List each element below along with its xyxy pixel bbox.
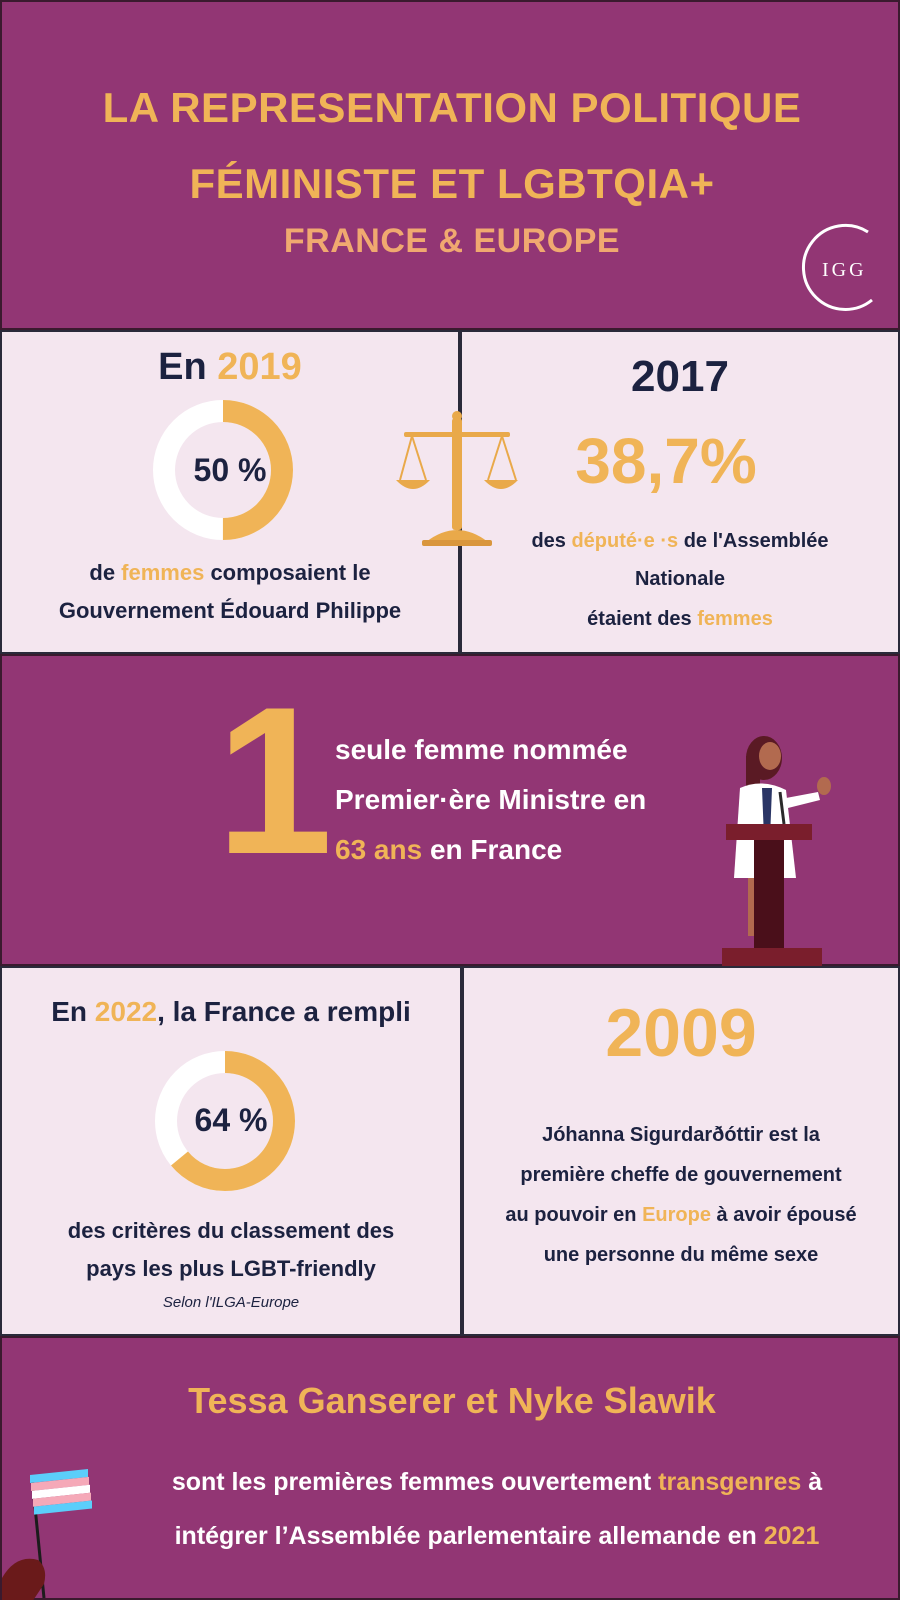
donut-percent-label: 64 % — [194, 1102, 268, 1138]
big-number-one: 1 — [216, 663, 333, 898]
stat-2009-line2: première cheffe de gouvernement — [520, 1164, 842, 1186]
stat-2017-text-line3 — [462, 608, 898, 631]
header — [0, 0, 900, 330]
text-highlight: député·e ·s — [571, 530, 679, 552]
source-note: Selon l'ILGA-Europe — [162, 1294, 300, 1311]
panel-2009 — [462, 966, 900, 1336]
woman-at-podium-icon — [722, 728, 872, 968]
heading-2019 — [2, 346, 458, 389]
stat-2009-line3 — [464, 1204, 898, 1227]
title-line-1: LA REPRESENTATION POLITIQUE — [102, 84, 802, 131]
transgender-flag-icon — [2, 1468, 92, 1600]
text-suffix: à avoir épousé — [710, 1204, 857, 1226]
text-highlight: 2021 — [763, 1522, 820, 1550]
year-2009: 2009 — [605, 995, 757, 1071]
text-prefix: sont les premières femmes ouvertement — [171, 1468, 659, 1496]
bottom-line1 — [92, 1468, 900, 1497]
panel-2022 — [0, 966, 462, 1336]
igg-logo-text: IGG — [822, 259, 867, 281]
heading-prefix: En — [158, 346, 218, 388]
prime-minister-fact — [0, 654, 900, 966]
heading-prefix: En — [51, 996, 95, 1027]
text-suffix: de l'Assemblée — [678, 530, 829, 552]
text-highlight: Europe — [642, 1204, 711, 1226]
year-2017: 2017 — [631, 352, 729, 401]
heading-year: 2022 — [94, 996, 158, 1027]
panel-2017 — [460, 330, 900, 654]
stat-2017-text-line2: Nationale — [634, 568, 726, 590]
title-line-3: FRANCE & EUROPE — [283, 222, 621, 260]
stat-2022-text-line1: des critères du classement des — [67, 1218, 395, 1243]
text-suffix: à — [801, 1468, 823, 1496]
text-prefix: au pouvoir en — [505, 1204, 643, 1226]
text-highlight: transgenres — [658, 1468, 802, 1496]
scales-of-justice-icon — [396, 410, 518, 548]
title-line-2: FÉMINISTE ET LGBTQIA+ — [189, 160, 715, 207]
text-prefix: de — [89, 560, 122, 585]
text-highlight: femmes — [697, 608, 773, 630]
text-prefix: des — [531, 530, 572, 552]
heading-2022 — [2, 996, 460, 1028]
text-suffix: en France — [422, 834, 563, 865]
text-highlight: femmes — [121, 560, 205, 585]
bottom-line2 — [92, 1522, 900, 1551]
stat-2019-text-line1 — [2, 560, 458, 586]
panel-2019 — [0, 330, 460, 654]
stats-row-3 — [0, 966, 900, 1336]
pm-line2: Premier·ère Ministre en — [335, 784, 647, 815]
stat-2009-line4: une personne du même sexe — [543, 1244, 819, 1266]
text-highlight: 63 ans — [335, 834, 423, 865]
donut-percent-label: 50 % — [193, 452, 267, 488]
stats-row-1 — [0, 330, 900, 654]
pm-line3 — [335, 834, 562, 866]
text-suffix: composaient le — [204, 560, 371, 585]
pm-line1: seule femme nommée — [335, 734, 628, 765]
stat-2019-text-line2: Gouvernement Édouard Philippe — [58, 598, 402, 623]
heading-year: 2019 — [217, 346, 302, 388]
stat-2017-text-line1 — [462, 530, 898, 553]
bottom-fact — [0, 1336, 900, 1600]
text-prefix: étaient des — [587, 608, 698, 630]
stat-2009-line1: Jóhanna Sigurdarðóttir est la — [542, 1124, 820, 1146]
text-prefix: intégrer l’Assemblée parlementaire allemande en — [174, 1522, 764, 1550]
stat-2022-text-line2: pays les plus LGBT-friendly — [86, 1256, 376, 1281]
heading-suffix: , la France a rempli — [157, 996, 411, 1027]
percent-38-7: 38,7% — [575, 425, 757, 497]
names-heading: Tessa Ganserer et Nyke Slawik — [188, 1380, 716, 1421]
